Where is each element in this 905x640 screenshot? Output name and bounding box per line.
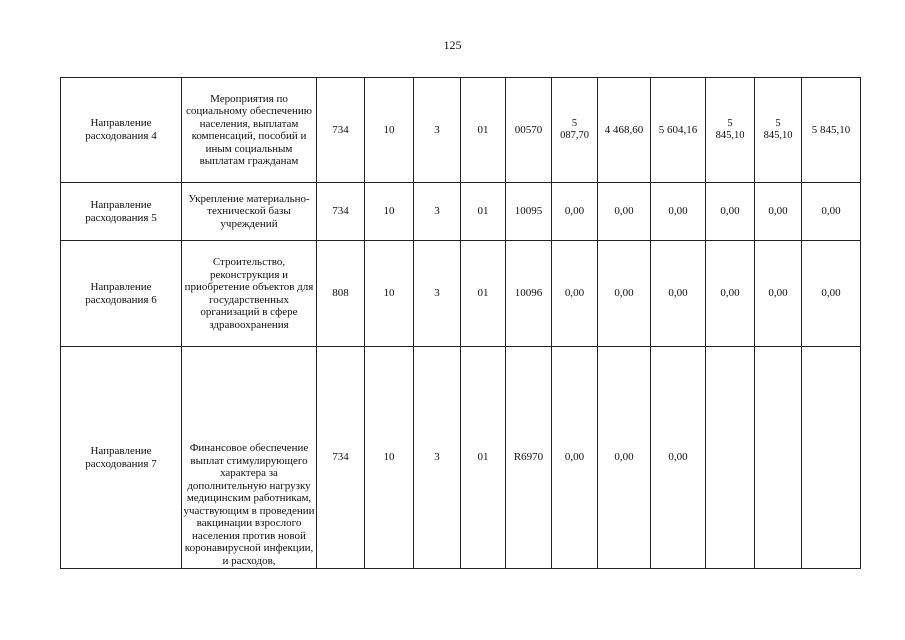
value-cell: 0,00 (598, 241, 651, 347)
code-cell: 10095 (506, 183, 552, 241)
value-line: 845,10 (715, 130, 745, 141)
table-row (61, 78, 861, 183)
description-cell (182, 347, 317, 569)
page-number: 125 (443, 38, 462, 52)
code-cell: 3 (414, 183, 461, 241)
value-line: 845,10 (763, 130, 793, 141)
direction-cell: Направление расходования 4 (61, 78, 182, 183)
code-cell: 3 (414, 78, 461, 183)
description-cell: Укрепление материально-технической базы учреждений (182, 183, 317, 241)
value-cell: 5 604,16 (651, 78, 706, 183)
code-cell: 734 (317, 347, 365, 569)
value-cell (706, 347, 755, 569)
value-cell: 5 845,10 (802, 78, 861, 183)
direction-cell: Направление расходования 5 (61, 183, 182, 241)
value-cell: 0,00 (552, 183, 598, 241)
description-cell: Мероприятия по социальному обеспечению населения, выплатам компенсаций, пособий и иным социальным выплатам гражданам (182, 78, 317, 183)
code-cell: 01 (461, 347, 506, 569)
value-line: 087,70 (560, 130, 589, 141)
value-cell (755, 347, 802, 569)
description-text: Финансовое обеспечение выплат стимулирующего характера за дополнительную нагрузку медицинским работникам, участвующим в проведении вакцинации взрослого населения против новой коронавирусной инфекции, и расходов, (183, 442, 315, 567)
value-cell: 0,00 (552, 347, 598, 569)
code-cell: 3 (414, 347, 461, 569)
value-cell: 0,00 (598, 347, 651, 569)
code-cell: 10 (365, 183, 414, 241)
code-cell: 10 (365, 347, 414, 569)
value-cell: 0,00 (706, 241, 755, 347)
code-cell: 00570 (506, 78, 552, 183)
code-cell: 734 (317, 78, 365, 183)
direction-cell: Направление расходования 6 (61, 241, 182, 347)
value-cell: 0,00 (802, 241, 861, 347)
value-cell: 0,00 (598, 183, 651, 241)
code-cell: 3 (414, 241, 461, 347)
code-cell: 10 (365, 241, 414, 347)
value-cell: 0,00 (802, 183, 861, 241)
code-cell: 01 (461, 241, 506, 347)
table-row (61, 241, 861, 347)
value-cell: 0,00 (706, 183, 755, 241)
table-row (61, 183, 861, 241)
code-cell: R6970 (506, 347, 552, 569)
table-row (61, 347, 861, 569)
description-wrap (183, 348, 315, 567)
value-line: 5 (727, 118, 733, 129)
value-cell (552, 78, 598, 183)
value-cell (706, 78, 755, 183)
budget-table (60, 77, 861, 569)
code-cell: 01 (461, 183, 506, 241)
direction-cell: Направление расходования 7 (61, 347, 182, 569)
value-cell: 0,00 (651, 241, 706, 347)
value-line: 5 (571, 118, 578, 129)
value-cell (802, 347, 861, 569)
value-cell: 0,00 (552, 241, 598, 347)
code-cell: 734 (317, 183, 365, 241)
code-cell: 10 (365, 78, 414, 183)
value-cell: 0,00 (755, 241, 802, 347)
code-cell: 10096 (506, 241, 552, 347)
value-cell (755, 78, 802, 183)
value-line: 5 (775, 118, 781, 129)
code-cell: 01 (461, 78, 506, 183)
value-cell: 4 468,60 (598, 78, 651, 183)
description-cell: Строительство, реконструкция и приобретение объектов для государственных организаций в сфере здравоохранения (182, 241, 317, 347)
value-cell: 0,00 (651, 183, 706, 241)
value-cell: 0,00 (651, 347, 706, 569)
code-cell: 808 (317, 241, 365, 347)
value-cell: 0,00 (755, 183, 802, 241)
